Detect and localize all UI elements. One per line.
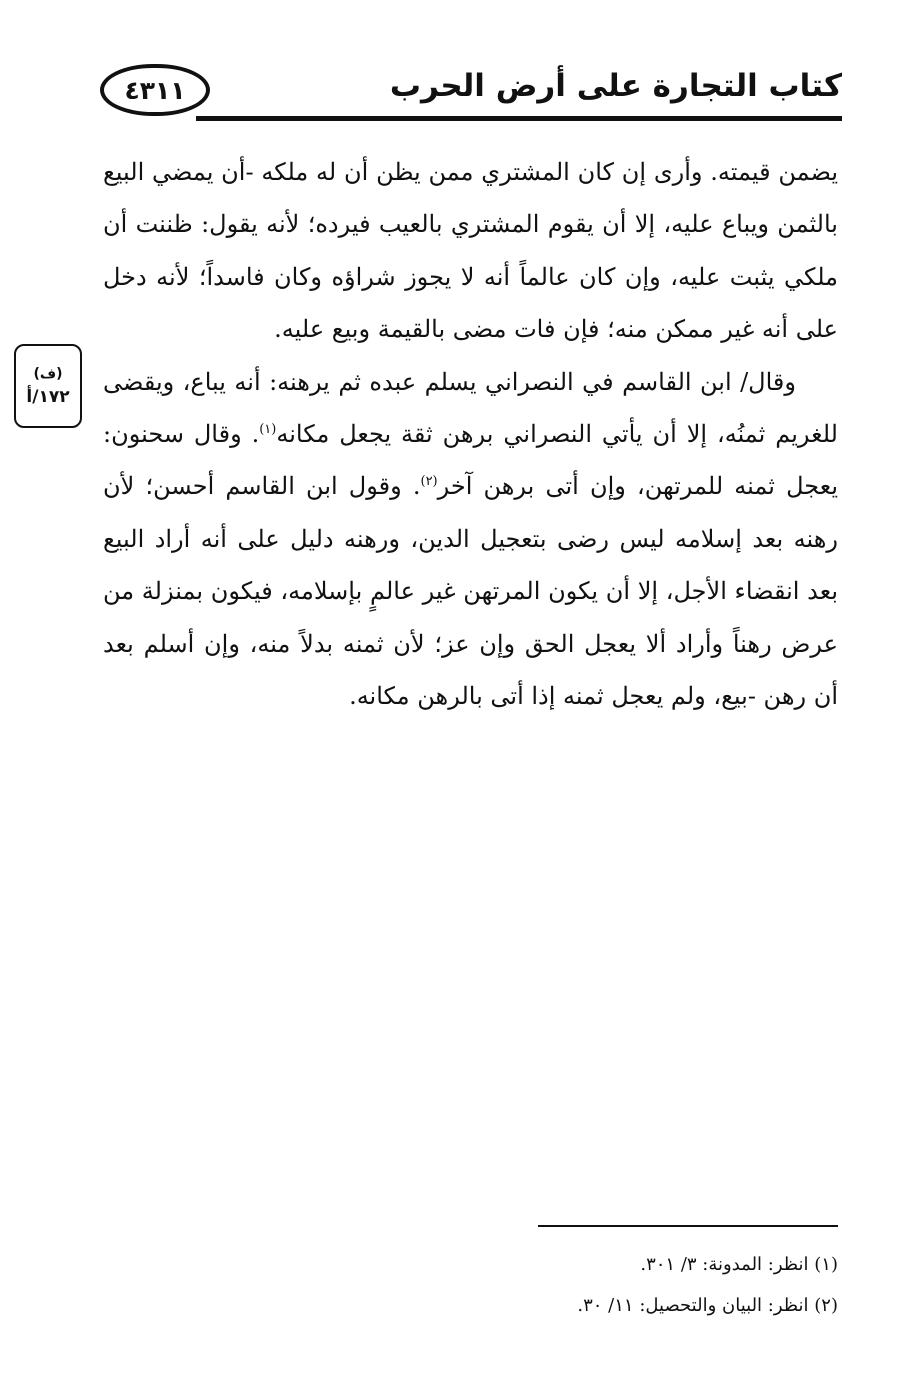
page-header xyxy=(100,62,842,124)
header-rule xyxy=(196,116,842,121)
folio-note-label: (ف) xyxy=(33,366,63,382)
paragraph-2-part-a: وقال/ ابن القاسم في النصراني يسلم عبده ثم يرهنه: أنه يباع، ويقضى للغريم ثمنُه، إلا أن يأتي النصراني برهن ثقة يجعل مكانه xyxy=(103,367,838,449)
page-number: ٤٣١١ xyxy=(100,64,210,116)
main-text xyxy=(103,146,838,722)
footnote-ref-2: (٢) xyxy=(420,474,438,490)
paragraph-1: يضمن قيمته. وأرى إن كان المشتري ممن يظن أن له ملكه -أن يمضي البيع بالثمن ويباع عليه، إلا أن يقوم المشتري بالعيب فيرده؛ لأنه يقول: ظننت أن ملكي يثبت عليه، وإن كان عالماً أنه لا يجوز شراؤه وكان فاسداً؛ لأنه دخل على أنه غير ممكن منه؛ فإن فات مضى بالقيمة وبيع عليه. xyxy=(103,158,838,344)
running-title: كتاب التجارة على أرض الحرب xyxy=(389,68,842,104)
manuscript-folio-note xyxy=(14,344,82,428)
folio-note-number: ١٧٢/أ xyxy=(26,387,70,407)
footnote-1: (١) انظر: المدونة: ٣/ ٣٠١. xyxy=(640,1254,838,1275)
footnote-2: (٢) انظر: البيان والتحصيل: ١١/ ٣٠. xyxy=(577,1295,838,1316)
footnotes xyxy=(103,1244,838,1326)
paragraph-2-part-c: . وقول ابن القاسم أحسن؛ لأن رهنه بعد إسلامه ليس رضى بتعجيل الدين، ورهنه دليل على أنه أراد البيع بعد انقضاء الأجل، إلا أن يكون المرتهن غير عالمٍ بإسلامه، فيكون بمنزلة من عرض رهناً وأراد ألا يعجل الحق وإن عز؛ لأن ثمنه بدلاً منه، وإن أسلم بعد أن رهن -بيع، ولم يعجل ثمنه إذا أتى بالرهن مكانه. xyxy=(103,472,838,711)
paragraph-2 xyxy=(103,356,838,723)
footnote-separator xyxy=(538,1225,838,1227)
footnote-ref-1: (١) xyxy=(259,422,277,438)
paragraph-2-part-b: . وقال سحنون: يعجل ثمنه للمرتهن، وإن أتى برهن آخر xyxy=(103,420,839,501)
